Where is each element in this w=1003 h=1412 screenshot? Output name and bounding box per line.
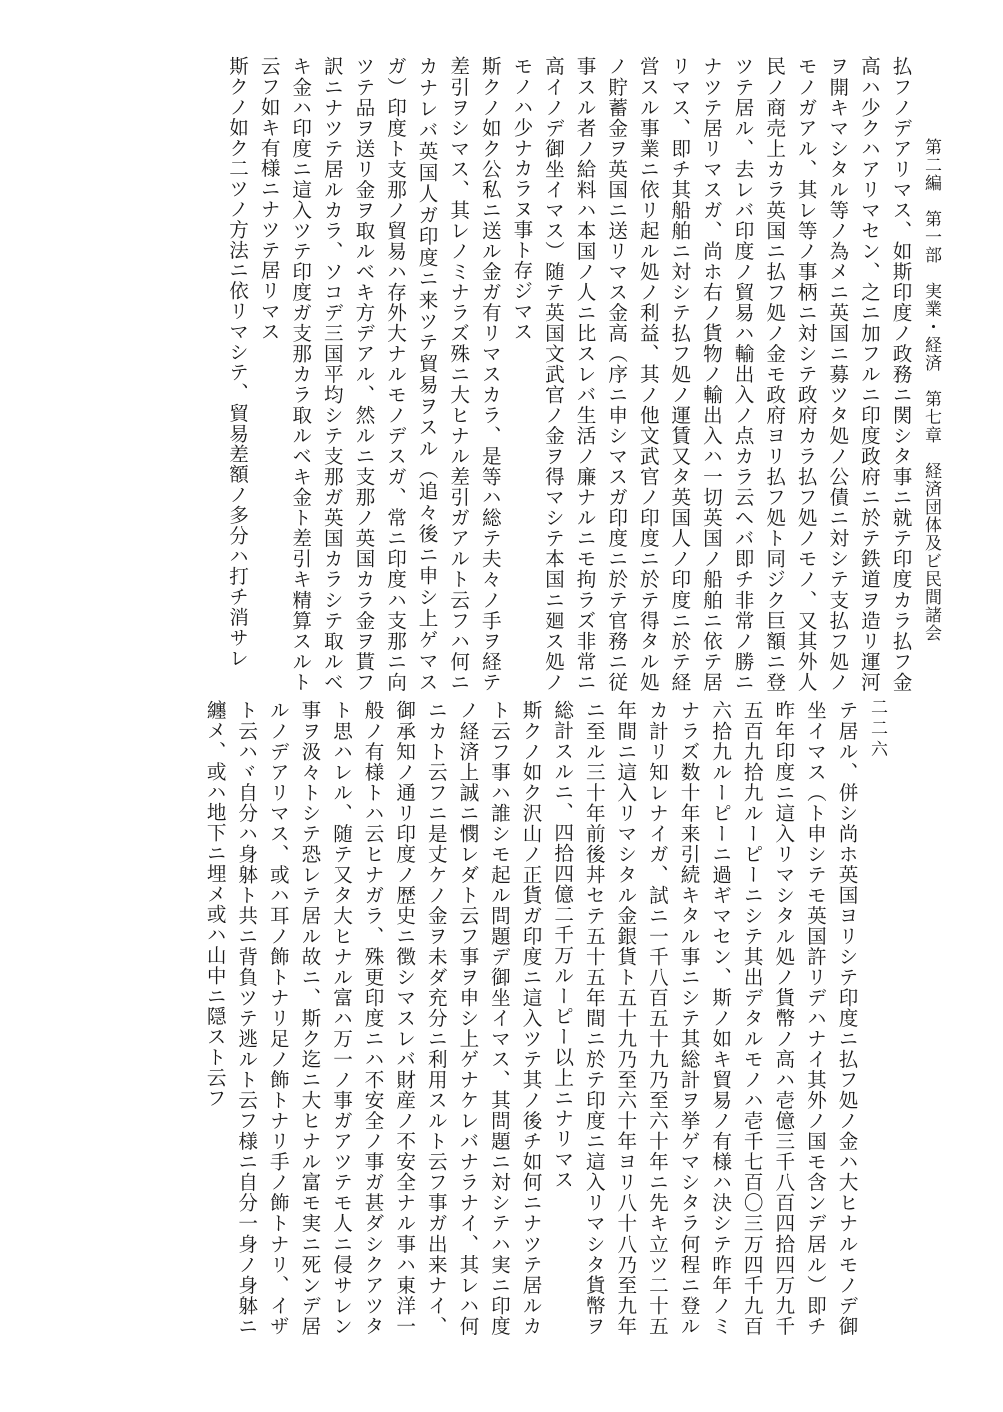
running-head: 第二編 第一部 実業・経済 第七章 経済団体及ビ民間諸会	[921, 138, 941, 642]
paragraph: テ居ル、併シ尚ホ英国ヨリシテ印度ニ払フ処ノ金ハ大ヒナルモノデ御坐イマス（ト申シテモ英国許リデハナイ其外ノ国モ含ンデ居ル）即チ昨年印度ニ這入リマシタル処ノ貨幣ノ高ハ壱億三千八百四拾四万九千五百九拾九ルーピーニシテ其出デタルモノハ壱千七百〇三万四千九百六拾九ルーピーニ過ギマセン、斯ノ如キ貿易ノ有様ハ決シテ昨年ノミナラズ数十年来引続キタル事ニシテ其総計ヲ挙ゲマシタラ何程ニ登ルカ計リ知レナイガ、試ニ一千八百五十九乃至六十年ニ先キ立ツ二十五年間ニ這入リマシタル金銀貨ト五十九乃至六十年ヨリ八十八乃至九年ニ至ル三十年前後丼セテ五十五年間ニ於テ印度ニ這入リマシタ貨幣ヲ総計スルニ、四拾四億二千万ルーピー以上ニナリマス	[550, 700, 858, 1336]
top-text-block	[86, 56, 916, 692]
paragraph: 斯クノ如ク二ツノ方法ニ依リマシテ、貿易差額ノ多分ハ打チ消サレ	[225, 56, 249, 668]
paragraph: 斯クノ如ク公私ニ送ル金ガ有リマスカラ、是等ハ総テ夫々ノ手ヲ経テ差引ヲシマス、其レノミナラズ殊ニ大ヒナル差引ガアルト云フハ何ニカナレバ英国人ガ印度ニ来ツテ貿易ヲスル（追々後ニ申シ上ゲマスガ）印度ト支那ノ貿易ハ存外大ナルモノデスガ、常ニ印度ハ支那ニ向ツテ品ヲ送リ金ヲ取ルベキ方デアル、然ルニ支那ノ英国カラ金ヲ貰フ訳ニナツテ居ルカラ、ソコデ三国平均シテ支那ガ英国カラシテ取ルベキ金ハ印度ニ這入ツテ印度ガ支那カラ取ルベキ金ト差引キ精算スルト云フ如キ有様ニナツテ居リマス	[257, 56, 502, 692]
page-number: 二二六	[867, 698, 887, 761]
bottom-text-block	[86, 700, 862, 1336]
paragraph: 払フノデアリマス、如斯印度ノ政務ニ関シタ事ニ就テ印度カラ払フ金高ハ少クハアリマセン、之ニ加フルニ印度政府ニ於テ鉄道ヲ造リ運河ヲ開キマシタル等ノ為メニ英国ニ募ツタ処ノ公債ニ対シテ支払フ処ノモノガアル、其レ等ノ事柄ニ対シテ政府カラ払フ処ノモノ、又其外人民ノ商売上カラ英国ニ払フ処ノ金モ政府ヨリ払フ処ト同ジク巨額ニ登ツテ居ル、去レバ印度ノ貿易ハ輸出入ノ点カラ云ヘバ即チ非常ノ勝ニナツテ居リマスガ、尚ホ右ノ貨物ノ輸出入ハ一切英国ノ船舶ニ依テ居リマス、即チ其船舶ニ対シテ払フ処ノ運賃又タ英国人ノ印度ニ於テ経営スル事業ニ依リ起ル処ノ利益、其ノ他文武官ノ印度ニ於テ得タル処ノ貯蓄金ヲ英国ニ送リマス金高（序ニ申シマスガ印度ニ於テ官務ニ従事スル者ノ給料ハ本国ノ人ニ比スレバ生活ノ廉ナルニモ拘ラズ非常ニ高イノデ御坐イマス）随テ英国文武官ノ金ヲ得マシテ本国ニ廻ス処ノモノハ少ナカラヌ事ト存ジマス	[509, 56, 912, 692]
paragraph: 斯クノ如ク沢山ノ正貨ガ印度ニ這入ツテ其ノ後チ如何ニナツテ居ルカト云フ事ハ誰シモ起ル問題デ御坐イマス、其問題ニ対シテハ実ニ印度ノ経済上誠ニ憫レダト云フ事ヲ申シ上ゲナケレバナラナイ、其レハ何ニカト云フニ是丈ケノ金ヲ未ダ充分ニ利用スルト云フ事ガ出来ナイ、御承知ノ通リ印度ノ歴史ニ徴シマスレバ財産ノ不安全ナル事ハ東洋一般ノ有様トハ云ヒナガラ、殊更印度ニハ不安全ノ事ガ甚ダシクアツタト思ハレル、随テ又タ大ヒナル富ハ万一ノ事ガアツテモ人ニ侵サレン事ヲ汲々トシテ恐レテ居ル故ニ、斯ク迄ニ大ヒナル富モ実ニ死ンデ居ルノデアリマス、或ハ耳ノ飾トナリ足ノ飾トナリ手ノ飾トナリ、イザト云ハヾ自分ハ身躰ト共ニ背負ツテ逃ルト云フ様ニ自分一身ノ身躰ニ纏メ、或ハ地下ニ埋メ或ハ山中ニ隠スト云フ	[203, 700, 543, 1336]
